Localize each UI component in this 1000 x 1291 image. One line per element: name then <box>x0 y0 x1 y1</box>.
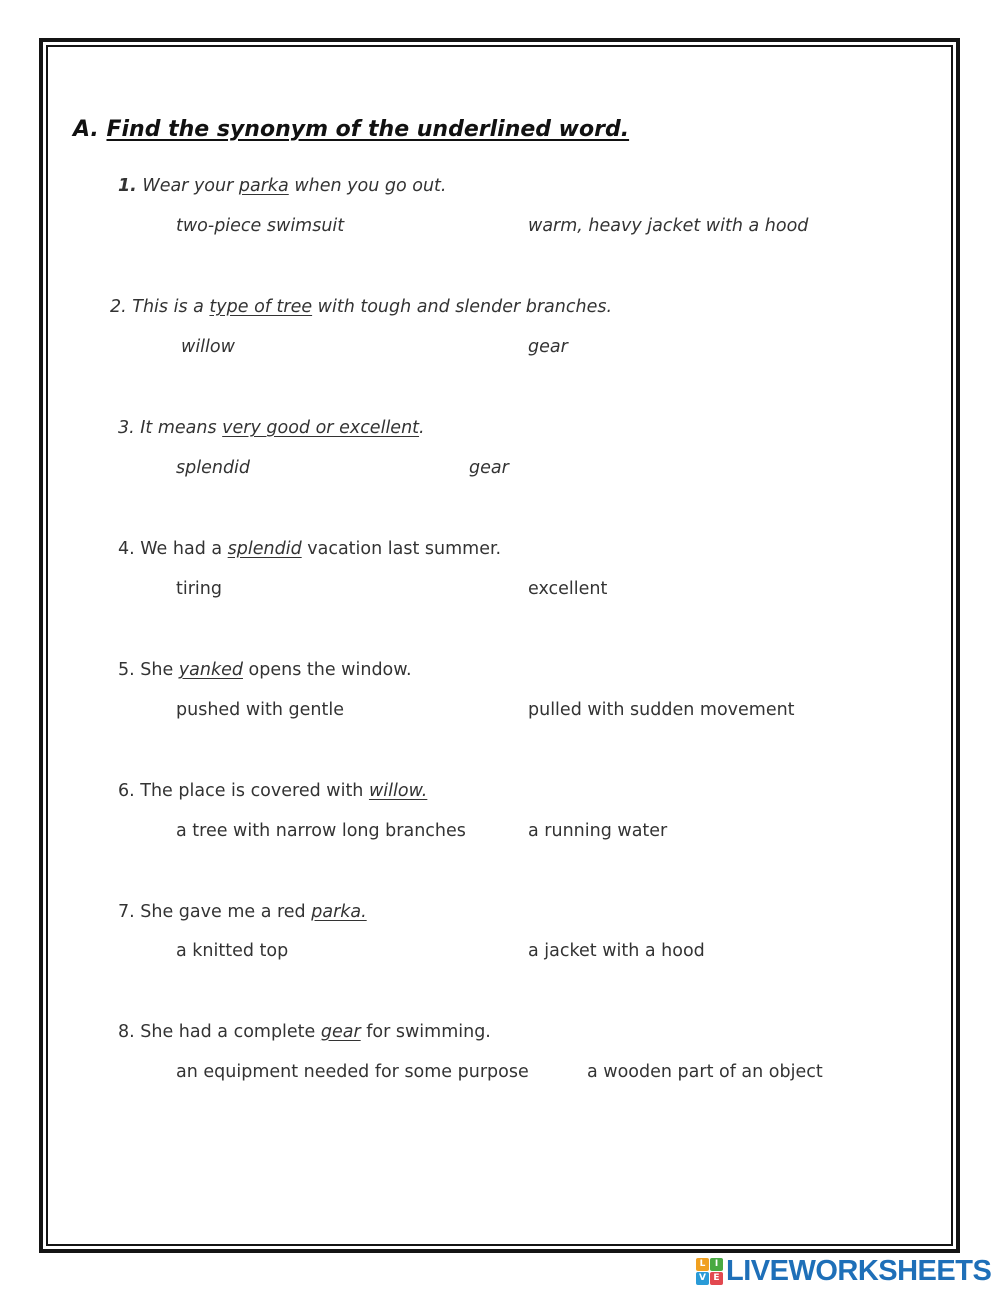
question-6 <box>118 781 427 801</box>
brand-name: LIVEWORKSHEETS <box>726 1254 992 1287</box>
question-text-post: . <box>419 418 425 438</box>
question-text-post: vacation last summer. <box>301 539 502 559</box>
question-number: 3. <box>118 418 135 438</box>
question-5 <box>118 660 412 680</box>
question-text-pre: We had a <box>134 539 228 559</box>
option-b[interactable]: gear <box>469 458 509 478</box>
option-a[interactable]: willow <box>181 337 235 357</box>
option-b[interactable]: warm, heavy jacket with a hood <box>528 216 809 236</box>
option-a[interactable]: pushed with gentle <box>176 700 344 720</box>
question-number: 5. <box>118 660 135 680</box>
question-text-post: when you go out. <box>288 176 447 196</box>
question-number: 6. <box>118 781 135 801</box>
underlined-word: yanked <box>178 660 243 680</box>
underlined-word: very good or excellent <box>222 418 420 438</box>
option-a[interactable]: splendid <box>176 458 251 478</box>
question-text-pre: She had a complete <box>134 1022 321 1042</box>
question-text-pre: This is a <box>126 297 210 317</box>
question-text-pre: She <box>134 660 179 680</box>
question-number: 4. <box>118 539 135 559</box>
section-heading <box>73 117 629 142</box>
question-number: 1. <box>118 176 137 196</box>
question-text-post: with tough and slender branches. <box>312 297 613 317</box>
question-8 <box>118 1022 491 1042</box>
question-3 <box>118 418 425 438</box>
question-text-pre: She gave me a red <box>134 902 312 922</box>
underlined-word: type of tree <box>209 297 313 317</box>
underlined-word: splendid <box>227 539 302 559</box>
option-b[interactable]: pulled with sudden movement <box>528 700 795 720</box>
liveworksheets-logo[interactable] <box>696 1254 991 1288</box>
underlined-word: parka. <box>311 902 367 922</box>
underlined-word: gear <box>320 1022 361 1042</box>
section-label: A. <box>73 117 99 142</box>
option-b[interactable]: a running water <box>528 821 668 841</box>
question-text-post: opens the window. <box>242 660 412 680</box>
section-title: Find the synonym of the underlined word. <box>106 117 630 142</box>
question-4 <box>118 539 501 559</box>
option-a[interactable]: an equipment needed for some purpose <box>176 1062 529 1082</box>
logo-letter: I <box>710 1258 723 1271</box>
option-a[interactable]: tiring <box>176 579 222 599</box>
underlined-word: willow. <box>368 781 428 801</box>
underlined-word: parka <box>238 176 289 196</box>
question-2 <box>110 297 612 317</box>
question-text-pre: It means <box>134 418 223 438</box>
question-7 <box>118 902 367 922</box>
logo-letter: L <box>696 1258 709 1271</box>
question-text-pre: The place is covered with <box>134 781 369 801</box>
option-b[interactable]: excellent <box>528 579 608 599</box>
question-number: 8. <box>118 1022 135 1042</box>
option-b[interactable]: a jacket with a hood <box>528 941 705 961</box>
logo-icon <box>696 1258 723 1285</box>
option-a[interactable]: a tree with narrow long branches <box>176 821 466 841</box>
option-a[interactable]: two-piece swimsuit <box>176 216 345 236</box>
logo-letter: E <box>710 1272 723 1285</box>
question-text-pre: Wear your <box>136 176 239 196</box>
question-number: 7. <box>118 902 135 922</box>
question-text-post: for swimming. <box>360 1022 491 1042</box>
question-number: 2. <box>110 297 127 317</box>
option-b[interactable]: a wooden part of an object <box>587 1062 823 1082</box>
option-b[interactable]: gear <box>528 337 568 357</box>
option-a[interactable]: a knitted top <box>176 941 289 961</box>
question-1 <box>118 176 446 196</box>
logo-letter: V <box>696 1272 709 1285</box>
